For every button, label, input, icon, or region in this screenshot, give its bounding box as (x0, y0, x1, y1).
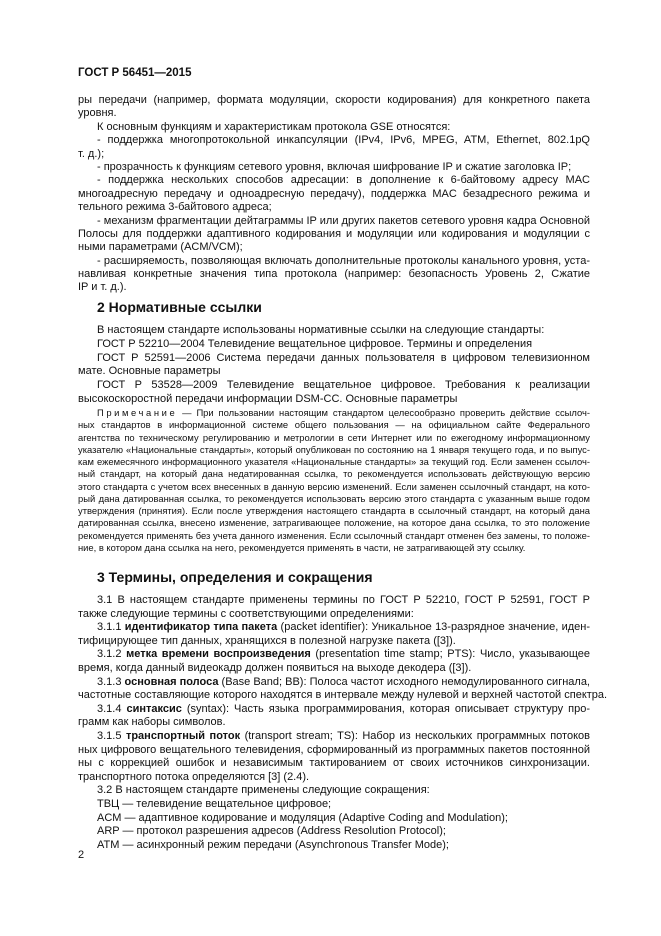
text-line: т. д.); (78, 147, 105, 160)
text-line: кам ежемесячного информационного указателя «Национальные стандарты» за текущий год. Если заменен ссылоч- (78, 456, 590, 467)
note-paragraph (78, 407, 590, 554)
text-line: также следующие термины с соответствующими определениями: (78, 607, 414, 620)
text-line: ние, в котором дана ссылка на него, рекомендуется применять в части, не затрагивающей эту ссылку. (78, 541, 526, 553)
text-line: ры передачи (например, формата модуляции, скорости кодирования) для конкретного пакета (78, 94, 590, 106)
document-header: ГОСТ Р 56451—2015 (78, 67, 192, 79)
text-line: ТВЦ — телевидение вещательное цифровое; (97, 797, 332, 810)
text-line: ГОСТ Р 52591—2006 Система передачи данных пользователя в цифровом телевизионном (97, 351, 590, 364)
text-segment: 3.1.2 (97, 648, 127, 661)
text-line: ACM — адаптивное кодирование и модуляция (Adaptive Coding and Modulation); (97, 811, 508, 824)
text-line: - поддержка многопротокольной инкапсуляции (IPv4, IPv6, MPEG, ATM, Ethernet, 802.1pQ (97, 134, 590, 147)
text-line: время, когда данный видеокадр должен появиться на выходе декодера ([3]). (78, 661, 472, 674)
text-line (78, 648, 590, 662)
text-line: тельного режима 3-байтового адреса; (78, 201, 272, 214)
text-line: ГОСТ Р 53528—2009 Телевидение вещательное цифровое. Требования к реализации (97, 379, 590, 392)
text-line (78, 621, 590, 635)
term-bold: идентификатор типа пакета (124, 621, 278, 634)
text-line (78, 407, 590, 419)
text-line: высокоскоростной передачи информации DSM-CC. Основные параметры (78, 392, 458, 405)
text-line: - прозрачность к функциям сетевого уровня, включая шифрование IP и сжатие заголовка IP; (97, 160, 572, 173)
text-line (78, 703, 590, 717)
text-segment: (Base Band; BB): Полоса частот исходного немодулированного сигнала, (218, 675, 590, 688)
section-3-heading: 3 Термины, определения и сокращения (97, 569, 373, 585)
text-line: ATM — асинхронный режим передачи (Asynchronous Transfer Mode); (97, 838, 449, 851)
text-line: ными параметрами (ACM/VCM); (78, 241, 243, 254)
text-segment: (packet identifier): Уникальное 13-разрядное значение, иден- (277, 621, 590, 634)
text-segment: 3.1.3 (97, 675, 125, 688)
text-segment: 3.1.1 (97, 621, 125, 634)
text-segment: (presentation time stamp; PTS): Число, указывающее (310, 648, 590, 661)
text-line: агентства по техническому регулированию и метрологии в сети Интернет или по ежегодному информационному (78, 431, 590, 443)
text-line (78, 676, 590, 690)
text-line: ных цифрового вещательного телевидения, сформированный из программных пакетов постоянной (78, 743, 590, 756)
text-line: 3.1 В настоящем стандарте применены термины по ГОСТ Р 52210, ГОСТ Р 52591, ГОСТ Р (97, 594, 590, 606)
page-number: 2 (78, 849, 85, 861)
text-line: транспортного потока определяются [3] (2.4). (78, 770, 310, 783)
text-line: К основным функциям и характеристикам протокола GSE относятся: (97, 120, 451, 133)
text-line: - расширяемость, позволяющая включать дополнительные протоколы канального уровня, уста- (97, 254, 590, 267)
text-line: IP и т. д.). (78, 281, 127, 294)
text-line: утверждения (принятия). Если после утверждения настоящего стандарта в ссылочный стандарт, на который дана (78, 505, 590, 516)
text-line: рый дана датированная ссылка, то рекомендуется использовать версию этого стандарта с указанным выше годом (78, 492, 590, 504)
text-line: 3.2 В настоящем стандарте применены следующие сокращения: (97, 784, 430, 797)
text-segment: 3.1.4 (97, 702, 127, 715)
text-line: ARP — протокол разрешения адресов (Address Resolution Protocol); (97, 825, 446, 838)
text-line: ных стандартов в информационной системе общего пользования — на официальном сайте Федерального (78, 419, 590, 431)
term-bold: основная полоса (124, 675, 219, 688)
text-line (78, 730, 590, 744)
text-line: рекомендуется применять без учета данного изменения. Если ссылочный стандарт отменен без замены, то положе- (78, 529, 590, 541)
text-line: уровня. (78, 107, 117, 120)
text-line: этого стандарта с учетом всех внесенных в данную версию изменений. Если заменен ссылочный стандарт, на кото- (78, 480, 590, 492)
text-segment: — При пользовании настоящим стандартом целесообразно проверить действие ссылоч- (177, 407, 590, 418)
text-segment: (syntax): Часть языка программирования, которая описывает структуру про- (181, 702, 590, 715)
text-line: навливая конкретные значения типа протокола (например: безопасность Уровень 2, Сжатие (78, 268, 590, 281)
text-line: частотные составляющие которого находятся в интервале между нулевой и верхней частотой спектра. (78, 689, 608, 702)
terms-definitions (78, 594, 608, 852)
text-line: ный стандарт, на который дана недатированная ссылка, то рекомендуется использовать действующую версию (78, 468, 590, 480)
text-line: - поддержка нескольких способов адресации: в дополнение к 6-байтовому адресу MAC (97, 174, 590, 187)
term-bold: транспортный поток (125, 729, 241, 742)
term-bold: синтаксис (126, 702, 182, 715)
text-line: Полосы для поддержки адаптивного кодирования и модуляции или кодирования и модуляции с (78, 227, 590, 240)
text-line: указателю «Национальные стандарты», который опубликован по состоянию на 1 января текущего года, и по выпус- (78, 443, 590, 455)
normative-references (78, 324, 590, 407)
text-line: датированная ссылка, внесено изменение, затрагивающее положение, на которое дана ссылка, то это положение (78, 517, 590, 529)
text-line: мате. Основные параметры (78, 365, 221, 378)
text-segment: 3.1.5 (97, 729, 126, 742)
intro-gse-functions (78, 94, 590, 295)
section-2-heading: 2 Нормативные ссылки (97, 299, 262, 315)
text-line: многоадресную передачу и одноадресную передачу), поддержка MAC безадресного режима и (78, 187, 590, 200)
text-line: В настоящем стандарте использованы нормативные ссылки на следующие стандарты: (97, 324, 545, 336)
text-segment: (transport stream; TS): Набор из нескольких программных потоков (244, 729, 590, 742)
text-line: ГОСТ Р 52210—2004 Телевидение вещательное цифровое. Термины и определения (97, 337, 533, 350)
text-line: - механизм фрагментации дейтаграммы IP или других пакетов сетевого уровня кадра Основной (97, 214, 590, 227)
text-line: тифицирующее тип данных, хранящихся в полезной нагрузке пакета ([3]). (78, 634, 456, 647)
text-line: ны с коррекцией ошибок и независимым тактированием от своих источников синхронизации. (78, 757, 590, 770)
term-bold: метка времени воспроизведения (126, 648, 311, 661)
note-label: Примечание (97, 407, 178, 418)
text-line: грамм как наборы символов. (78, 716, 226, 729)
